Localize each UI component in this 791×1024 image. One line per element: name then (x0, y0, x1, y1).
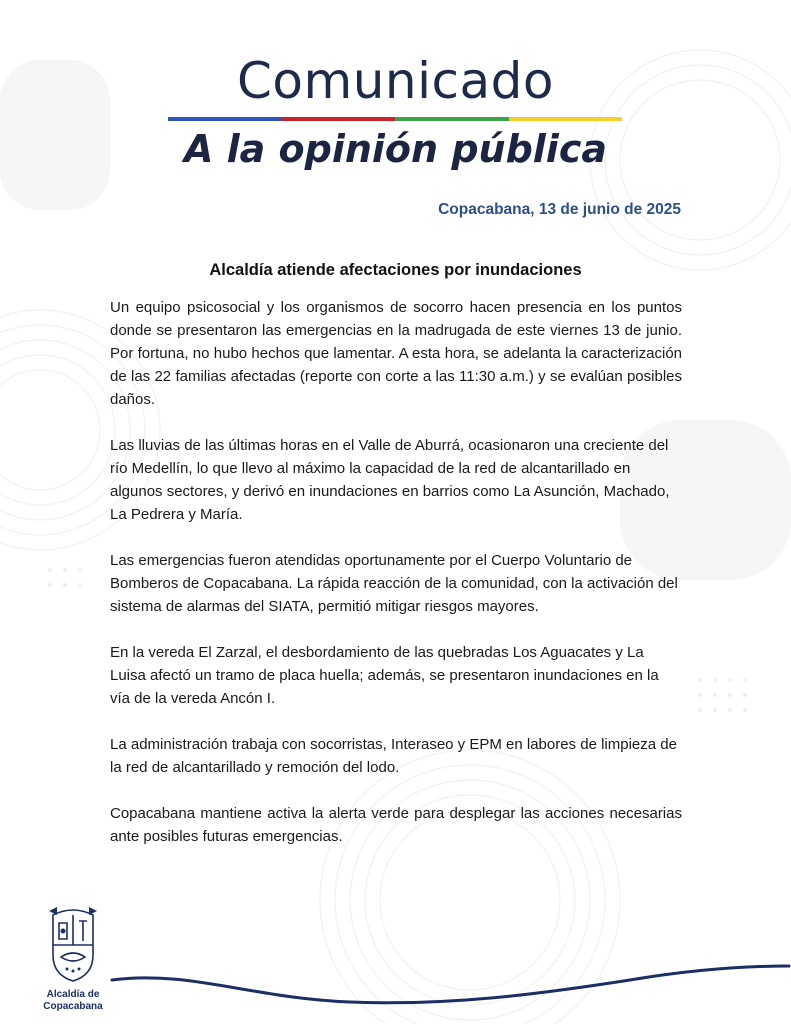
headline: Alcaldía atiende afectaciones por inundaciones (209, 261, 582, 279)
color-bar-yellow (509, 117, 623, 121)
title-color-bar (168, 117, 622, 121)
paragraph-4: En la vereda El Zarzal, el desbordamiento de las quebradas Los Aguacates y La Luisa afectó un tramo de placa huella; además, se presentaron inundaciones en la vía de la vereda Ancón I. (110, 644, 659, 707)
body-text (110, 296, 682, 871)
paragraph-3: Las emergencias fueron atendidas oportunamente por el Cuerpo Voluntario de Bomberos de Copacabana. La rápida reacción de la comunidad, con la activación del sistema de alarmas del SIATA, permitió mitigar riesgos mayores. (110, 552, 678, 615)
paragraph-1: Un equipo psicosocial y los organismos de socorro hacen presencia en los puntos donde se presentaron las emergencias en la madrugada de este viernes 13 de junio. Por fortuna, no hubo hechos que lamentar. A esta hora, se adelanta la caracterización de las 22 familias afectadas (reporte con corte a las 11:30 a.m.) y se evalúan posibles daños. (110, 299, 682, 408)
paragraph-2: Las lluvias de las últimas horas en el Valle de Aburrá, ocasionaron una creciente del río Medellín, lo que llevo al máximo la capacidad de la red de alcantarillado en algunos sectores, y derivó en inundaciones en barrios como La Asunción, Machado, La Pedrera y María. (110, 437, 670, 523)
paragraph-6: Copacabana mantiene activa la alerta verde para desplegar las acciones necesarias ante posibles futuras emergencias. (110, 805, 682, 845)
alcaldia-logo (38, 905, 108, 1015)
coat-of-arms-icon (47, 905, 99, 983)
logo-caption-line1: Alcaldía de (46, 989, 100, 1000)
paragraph-5: La administración trabaja con socorristas, Interaseo y EPM en labores de limpieza de la red de alcantarillado y remoción del lodo. (110, 736, 677, 776)
page-subtitle: A la opinión pública (183, 127, 607, 171)
color-bar-green (395, 117, 509, 121)
footer-swoosh-line (110, 940, 791, 1024)
color-bar-blue (168, 117, 282, 121)
dateline: Copacabana, 13 de junio de 2025 (438, 201, 681, 218)
color-bar-red (282, 117, 396, 121)
page-title: Comunicado (237, 52, 554, 110)
logo-caption-line2: Copacabana (43, 1001, 103, 1012)
